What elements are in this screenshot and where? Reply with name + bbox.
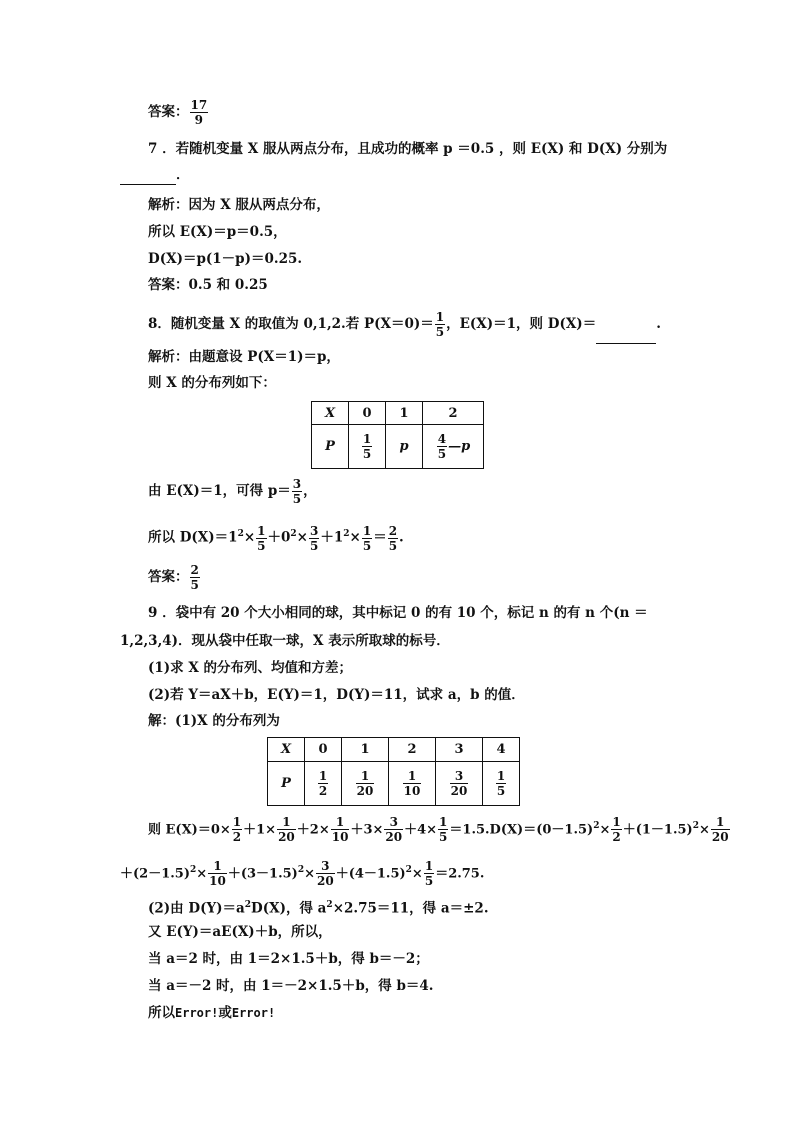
q9-part2-line3: 当 a＝2 时，由 1＝2×1.5＋b，得 b＝－2； <box>148 951 429 967</box>
q8-solution-line: 则 X 的分布列如下： <box>148 375 276 391</box>
question-9-cont: 1,2,3,4)．现从袋中任取一球，X 表示所取球的标号． <box>120 633 450 649</box>
fraction: $\frac{17}{9}$ <box>190 98 208 127</box>
q9-part2-line5: 所以Error!或Error! <box>148 1005 276 1021</box>
q9-expectation-line: 则 E(X)＝0× $\frac{1}{2}$ ＋1× $\frac{1}{20}$ ＋2× $\frac{1}{10}$ ＋3× $\frac{3}{20}$ ＋4× $\frac{1}{5}$ $=1.5.D(X)=(0-1.5)^2\times$ $\frac{1}{2}$ $+(1-1.5)^2\times$ $\frac{1}{20}$ <box>148 815 729 845</box>
question-9: 9 ．袋中有 20 个大小相同的球，其中标记 0 的有 10 个，标记 n 的有 n 个(n ＝ <box>148 605 648 621</box>
q9-part2-line1: (2)由 $D(Y)=a^2D(X)$，得 $a^2\times 2.75=11$，得 a＝±2. <box>148 900 489 917</box>
question-7: 7 ．若随机变量 X 服从两点分布，且成功的概率 p ＝0.5 ，则 E(X) 和 D(X) 分别为 <box>148 141 668 157</box>
q8-expectation: 由 E(X)＝1，可得 p＝ $\frac{3}{5}$ ， <box>148 477 317 506</box>
question-7-blank: ． <box>120 165 190 185</box>
answer-6: 答案： $\frac{17}{9}$ <box>148 98 208 127</box>
question-9-part2: (2)若 Y＝aX＋b，E(Y)＝1，D(Y)＝11，试求 a，b 的值． <box>148 687 525 703</box>
q8-answer: 答案： $\frac{2}{5}$ <box>148 563 199 592</box>
q7-answer: 答案：0.5 和 0.25 <box>148 277 268 293</box>
q9-solution: 解：(1)X 的分布列为 <box>148 713 280 729</box>
q9-distribution-table: X 0 1 2 3 4 P $\frac{1}{2}$ $\frac{1}{20}$ $\frac{1}{10}$ $\frac{3}{20}$ $\frac{1}{5}$ <box>267 737 520 806</box>
q7-solution: 解析：因为 X 服从两点分布， <box>148 197 330 213</box>
q8-variance: 所以 $D(X)=1^2\times$ $\frac{1}{5}$ $+0^2\times$ $\frac{3}{5}$ $+1^2\times$ $\frac{1}{5}$ ＝ $\frac{2}{5}$ . <box>148 523 404 553</box>
question-8: 8．随机变量 X 的取值为 0,1,2.若 P(X＝0)＝ $\frac{1}{5}$ ，E(X)＝1，则 D(X)＝ . <box>148 304 661 344</box>
question-9-part1: (1)求 X 的分布列、均值和方差； <box>148 660 353 676</box>
q7-solution-line: D(X)＝p(1－p)＝0.25. <box>148 251 303 267</box>
q9-variance-line: $+(2-1.5)^2\times$ $\frac{1}{10}$ $+(3-1.5)^2\times$ $\frac{3}{20}$ $+(4-1.5)^2\times$ $\frac{1}{5}$ ＝2.75. <box>120 859 485 889</box>
q7-solution-line: 所以 E(X)＝p＝0.5， <box>148 224 287 240</box>
q8-distribution-table: X 0 1 2 P $\frac{1}{5}$ p $\frac{4}{5}$ —p <box>311 401 484 469</box>
q9-part2-line2: 又 E(Y)＝aE(X)＋b，所以， <box>148 924 332 940</box>
q9-part2-line4: 当 a＝－2 时，由 1＝－2×1.5＋b，得 b＝4. <box>148 978 434 994</box>
q8-solution: 解析：由题意设 P(X＝1)＝p， <box>148 349 340 365</box>
